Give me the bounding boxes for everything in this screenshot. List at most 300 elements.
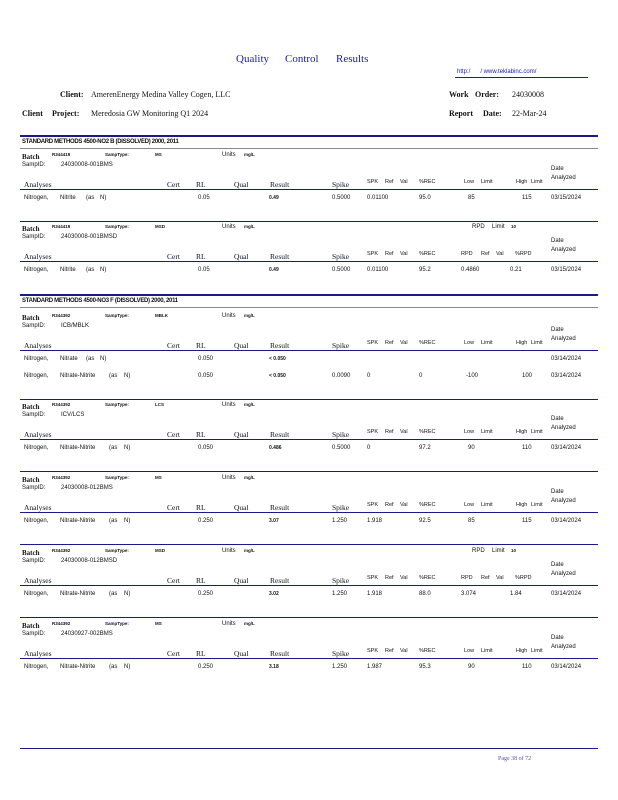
rpd-label: RPD	[472, 548, 485, 554]
analyte-name: N)	[100, 195, 107, 201]
analyte-name: Nitrogen,	[24, 195, 49, 201]
sampid-value: 24030008-012BMSD	[61, 558, 118, 564]
qual-header: Qual	[234, 576, 249, 585]
rpd-ref-header: Val	[496, 251, 504, 257]
lab-website-link[interactable]: http:/ / www.teklabinc.com/	[457, 69, 537, 75]
spk-ref-header: SPK	[367, 251, 379, 257]
low-limit-header: Limit	[481, 179, 493, 185]
analyte-name: Nitrogen,	[24, 267, 49, 273]
sampid-label: SampID:	[22, 631, 46, 637]
rpd-limit-value: 10	[511, 224, 517, 229]
cert-header: Cert	[167, 430, 180, 439]
spk-ref-header: SPK	[367, 429, 379, 435]
date-label: Date:	[483, 109, 502, 118]
high-limit-header: High	[516, 502, 528, 508]
rl-value: 0.05	[198, 195, 210, 201]
high-limit-header: Limit	[531, 502, 543, 508]
sampid-label: SampID:	[22, 412, 46, 418]
spk-ref-header: Val	[400, 429, 408, 435]
spk-ref-header: Ref	[385, 575, 394, 581]
method-title: STANDARD METHODS 4500-NO3 F (DISSOLVED) 2000, 2011	[22, 298, 178, 304]
result-header: Result	[270, 503, 290, 512]
qual-header: Qual	[234, 649, 249, 658]
header-rule	[20, 512, 598, 513]
analyte-name: Nitrogen,	[24, 664, 49, 670]
project-value: Meredosia GW Monitoring Q1 2024	[91, 109, 209, 118]
samptype-label: SampType:	[105, 152, 129, 157]
rl-value: 0.250	[198, 518, 214, 524]
low-limit-header: Low	[464, 179, 475, 185]
samptype-value: MSD	[155, 224, 165, 229]
high-limit-header: High	[516, 648, 528, 654]
result-value: < 0.050	[269, 356, 286, 362]
rec-header: %REC	[419, 502, 436, 508]
units-label: Units	[222, 475, 236, 481]
high-limit-header: Limit	[531, 340, 543, 346]
date-header: Date	[551, 489, 564, 495]
spk-ref-value: 0.01100	[367, 267, 389, 273]
block-rule	[20, 471, 598, 472]
sampid-value: 24030927-002BMS	[61, 631, 113, 637]
analyte-name: Nitrogen,	[24, 445, 49, 451]
spk-ref-header: Ref	[385, 340, 394, 346]
rpd-limit-value: 10	[511, 548, 517, 553]
high-limit-header: Limit	[531, 429, 543, 435]
spk-ref-header: Val	[400, 179, 408, 185]
method-divider	[20, 148, 598, 149]
samptype-label: SampType:	[105, 224, 129, 229]
analyte-name: (as	[109, 373, 118, 379]
rl-value: 0.050	[198, 445, 214, 451]
block-rule	[20, 399, 598, 400]
spike-header: Spike	[332, 503, 350, 512]
qual-header: Qual	[234, 503, 249, 512]
analyzed-header: Analyzed	[551, 247, 576, 253]
analyte-name: (as	[86, 356, 95, 362]
qual-header: Qual	[234, 430, 249, 439]
rpd-limit-label: Limit	[492, 224, 505, 230]
date-analyzed-value: 03/14/2024	[551, 591, 582, 597]
analyses-header: Analyses	[24, 503, 52, 512]
date-header: Date	[551, 562, 564, 568]
analyses-header: Analyses	[24, 341, 52, 350]
date-analyzed-value: 03/14/2024	[551, 664, 582, 670]
spike-header: Spike	[332, 180, 350, 189]
header-rule	[20, 585, 598, 586]
cert-header: Cert	[167, 649, 180, 658]
high-limit-value: 110	[522, 445, 532, 451]
result-value: 0.49	[269, 267, 279, 273]
method-rule	[20, 135, 598, 137]
spike-value: 1.250	[332, 664, 348, 670]
rec-header: %REC	[419, 179, 436, 185]
low-limit-value: 90	[468, 664, 475, 670]
work-order-value: 24030008	[512, 90, 544, 99]
rec-header: %REC	[419, 429, 436, 435]
spk-ref-header: Val	[400, 340, 408, 346]
spk-ref-header: SPK	[367, 340, 379, 346]
analyte-name: (as	[109, 664, 118, 670]
samptype-value: MSD	[155, 548, 165, 553]
result-header: Result	[270, 576, 290, 585]
cert-header: Cert	[167, 341, 180, 350]
rpd-pct-value: 1.84	[510, 591, 522, 597]
batch-label: Batch	[22, 225, 40, 233]
rpd-ref-header: RPD	[461, 575, 473, 581]
cert-header: Cert	[167, 252, 180, 261]
sampid-label: SampID:	[22, 162, 46, 168]
rpd-pct-value: 0.21	[510, 267, 522, 273]
low-limit-header: Limit	[481, 648, 493, 654]
batch-id: R344419	[52, 224, 71, 229]
batch-id: R344392	[52, 621, 71, 626]
result-value: < 0.050	[269, 373, 286, 379]
batch-label: Batch	[22, 403, 40, 411]
analyte-name: Nitrogen,	[24, 591, 49, 597]
rec-header: %REC	[419, 648, 436, 654]
analyzed-header: Analyzed	[551, 498, 576, 504]
analyte-name: N)	[124, 445, 131, 451]
spk-ref-header: SPK	[367, 575, 379, 581]
header-rule	[20, 189, 598, 190]
analyses-header: Analyses	[24, 649, 52, 658]
analyte-name: (as	[86, 195, 95, 201]
rl-value: 0.05	[198, 267, 210, 273]
rl-header: RL	[196, 180, 206, 189]
spk-ref-header: Ref	[385, 648, 394, 654]
samptype-label: SampType:	[105, 402, 129, 407]
result-value: 0.49	[269, 195, 279, 201]
spike-value: 1.250	[332, 591, 348, 597]
block-rule	[20, 617, 598, 618]
rl-header: RL	[196, 252, 206, 261]
low-limit-header: Low	[464, 340, 475, 346]
rec-value: 92.5	[419, 518, 431, 524]
analyses-header: Analyses	[24, 252, 52, 261]
low-limit-header: Limit	[481, 429, 493, 435]
rl-header: RL	[196, 430, 206, 439]
samptype-label: SampType:	[105, 548, 129, 553]
analyte-name: (as	[109, 445, 118, 451]
rpd-ref-header: Val	[496, 575, 504, 581]
rpd-ref-header: RPD	[461, 251, 473, 257]
method-divider	[20, 307, 598, 308]
units-value: mg/L	[244, 313, 255, 318]
analyses-header: Analyses	[24, 430, 52, 439]
result-value: 3.02	[269, 591, 279, 597]
spike-value: 0.5000	[332, 445, 351, 451]
spk-ref-value: 0	[367, 373, 371, 379]
low-limit-value: 90	[468, 445, 475, 451]
page-number: Page 38 of 72	[498, 756, 532, 762]
units-label: Units	[222, 224, 236, 230]
spk-ref-header: Ref	[385, 251, 394, 257]
spk-ref-header: Ref	[385, 429, 394, 435]
sampid-label: SampID:	[22, 485, 46, 491]
spike-header: Spike	[332, 341, 350, 350]
date-header: Date	[551, 635, 564, 641]
report-label: Report	[449, 109, 473, 118]
method-title: STANDARD METHODS 4500-NO2 B (DISSOLVED) 2000, 2011	[22, 139, 179, 145]
samptype-label: SampType:	[105, 475, 129, 480]
spk-ref-header: Val	[400, 575, 408, 581]
date-analyzed-value: 03/14/2024	[551, 518, 582, 524]
batch-id: R344392	[52, 548, 71, 553]
low-limit-header: Limit	[481, 502, 493, 508]
sampid-label: SampID:	[22, 234, 46, 240]
sampid-value: 24030008-012BMS	[61, 485, 113, 491]
spike-value: 0.0090	[332, 373, 351, 379]
rec-value: 97.2	[419, 445, 431, 451]
units-value: mg/L	[244, 152, 255, 157]
units-label: Units	[222, 548, 236, 554]
spk-ref-header: Ref	[385, 179, 394, 185]
sampid-label: SampID:	[22, 323, 46, 329]
batch-id: R344392	[52, 313, 71, 318]
rl-value: 0.050	[198, 373, 214, 379]
high-limit-header: High	[516, 429, 528, 435]
batch-id: R344392	[52, 402, 71, 407]
project-label: Project:	[52, 109, 80, 118]
qual-header: Qual	[234, 180, 249, 189]
analyzed-header: Analyzed	[551, 336, 576, 342]
rec-value: 95.2	[419, 267, 431, 273]
header-rule	[20, 350, 598, 351]
rec-header: %REC	[419, 251, 436, 257]
units-value: mg/L	[244, 548, 255, 553]
units-value: mg/L	[244, 621, 255, 626]
spk-ref-header: Val	[400, 648, 408, 654]
rpd-pct-header: %RPD	[515, 575, 532, 581]
analyses-header: Analyses	[24, 180, 52, 189]
low-limit-value: 85	[468, 195, 475, 201]
spk-ref-value: 0	[367, 445, 371, 451]
result-header: Result	[270, 341, 290, 350]
spk-ref-header: SPK	[367, 502, 379, 508]
low-limit-header: Limit	[481, 340, 493, 346]
spk-ref-value: 1.918	[367, 591, 383, 597]
cert-header: Cert	[167, 503, 180, 512]
work-label: Work	[449, 90, 469, 99]
high-limit-value: 110	[522, 664, 532, 670]
sampid-value: 24030008-001BMS	[61, 162, 113, 168]
spk-ref-header: Val	[400, 251, 408, 257]
report-date-value: 22-Mar-24	[512, 109, 547, 118]
date-header: Date	[551, 327, 564, 333]
spk-ref-value: 1.918	[367, 518, 383, 524]
rl-value: 0.250	[198, 664, 214, 670]
low-limit-value: 85	[468, 518, 475, 524]
high-limit-header: High	[516, 179, 528, 185]
rl-header: RL	[196, 649, 206, 658]
batch-label: Batch	[22, 153, 40, 161]
high-limit-header: Limit	[531, 648, 543, 654]
sampid-value: ICB/MBLK	[61, 323, 90, 329]
analyte-name: Nitrate-Nitrite	[60, 445, 96, 451]
analyte-name: (as	[109, 518, 118, 524]
batch-label: Batch	[22, 549, 40, 557]
spk-ref-value: 1.987	[367, 664, 383, 670]
batch-id: R344392	[52, 475, 71, 480]
client-value: AmerenEnergy Medina Valley Cogen, LLC	[91, 90, 231, 99]
units-label: Units	[222, 621, 236, 627]
title-word-control: Control	[285, 53, 319, 65]
result-header: Result	[270, 252, 290, 261]
high-limit-value: 115	[522, 195, 532, 201]
high-limit-header: Limit	[531, 179, 543, 185]
result-header: Result	[270, 180, 290, 189]
cert-header: Cert	[167, 576, 180, 585]
spike-header: Spike	[332, 576, 350, 585]
rl-header: RL	[196, 576, 206, 585]
analyte-name: Nitrate-Nitrite	[60, 664, 96, 670]
analyte-name: (as	[109, 591, 118, 597]
spike-value: 1.250	[332, 518, 348, 524]
units-label: Units	[222, 152, 236, 158]
rec-header: %REC	[419, 340, 436, 346]
samptype-value: MBLK	[155, 313, 168, 318]
rpd-ref-header: Ref	[481, 251, 490, 257]
high-limit-value: 100	[522, 373, 533, 379]
analyzed-header: Analyzed	[551, 175, 576, 181]
date-analyzed-value: 03/14/2024	[551, 356, 582, 362]
spk-ref-header: SPK	[367, 179, 379, 185]
analyzed-header: Analyzed	[551, 571, 576, 577]
date-header: Date	[551, 416, 564, 422]
samptype-value: MS	[155, 475, 162, 480]
analyte-name: Nitrate-Nitrite	[60, 591, 96, 597]
analyte-name: N)	[124, 664, 131, 670]
date-analyzed-value: 03/14/2024	[551, 445, 582, 451]
qual-header: Qual	[234, 252, 249, 261]
units-label: Units	[222, 313, 236, 319]
spk-ref-header: Ref	[385, 502, 394, 508]
analyte-name: Nitrogen,	[24, 373, 49, 379]
rpd-ref-value: 0.4860	[461, 267, 480, 273]
samptype-value: MS	[155, 152, 162, 157]
sampid-value: 24030008-001BMSD	[61, 234, 118, 240]
qual-header: Qual	[234, 341, 249, 350]
spike-header: Spike	[332, 649, 350, 658]
title-word-quality: Quality	[236, 53, 269, 65]
date-analyzed-value: 03/15/2024	[551, 195, 582, 201]
low-limit-header: Low	[464, 648, 475, 654]
batch-id: R344419	[52, 152, 71, 157]
units-value: mg/L	[244, 224, 255, 229]
rpd-ref-header: Ref	[481, 575, 490, 581]
analyte-name: N)	[100, 267, 107, 273]
units-value: mg/L	[244, 402, 255, 407]
batch-label: Batch	[22, 314, 40, 322]
analyses-header: Analyses	[24, 576, 52, 585]
analyte-name: Nitrogen,	[24, 356, 49, 362]
result-header: Result	[270, 430, 290, 439]
units-value: mg/L	[244, 475, 255, 480]
analyte-name: N)	[124, 373, 131, 379]
client2-label: Client	[22, 109, 43, 118]
rec-header: %REC	[419, 575, 436, 581]
analyte-name: N)	[124, 518, 131, 524]
block-rule	[20, 544, 598, 545]
low-limit-header: Low	[464, 429, 475, 435]
analyte-name: N)	[100, 356, 107, 362]
rl-value: 0.250	[198, 591, 214, 597]
cert-header: Cert	[167, 180, 180, 189]
title-word-results: Results	[336, 53, 369, 65]
header-rule	[20, 658, 598, 659]
rpd-label: RPD	[472, 224, 485, 230]
spk-ref-header: SPK	[367, 648, 379, 654]
rec-value: 0	[419, 373, 423, 379]
analyzed-header: Analyzed	[551, 644, 576, 650]
date-header: Date	[551, 238, 564, 244]
analyte-name: Nitrite	[60, 195, 76, 201]
samptype-value: MS	[155, 621, 162, 626]
high-limit-header: High	[516, 340, 528, 346]
method-rule	[20, 294, 598, 296]
rpd-pct-header: %RPD	[515, 251, 532, 257]
result-header: Result	[270, 649, 290, 658]
rpd-ref-value: 3.074	[461, 591, 477, 597]
analyzed-header: Analyzed	[551, 425, 576, 431]
rpd-limit-label: Limit	[492, 548, 505, 554]
rl-header: RL	[196, 341, 206, 350]
spk-ref-header: Val	[400, 502, 408, 508]
date-header: Date	[551, 166, 564, 172]
result-value: 3.18	[269, 664, 279, 670]
batch-label: Batch	[22, 476, 40, 484]
samptype-value: LCS	[155, 402, 164, 407]
order-label: Order:	[475, 90, 499, 99]
rec-value: 95.3	[419, 664, 431, 670]
header-rule	[20, 261, 598, 262]
sampid-value: ICV/LCS	[61, 412, 85, 418]
batch-label: Batch	[22, 622, 40, 630]
low-limit-header: Low	[464, 502, 475, 508]
result-value: 3.07	[269, 518, 279, 524]
spike-header: Spike	[332, 252, 350, 261]
high-limit-value: 115	[522, 518, 532, 524]
client-label: Client:	[60, 90, 84, 99]
block-rule	[20, 221, 598, 222]
spike-header: Spike	[332, 430, 350, 439]
rec-value: 88.0	[419, 591, 431, 597]
samptype-label: SampType:	[105, 621, 129, 626]
header-rule	[20, 439, 598, 440]
analyte-name: Nitrate	[60, 356, 78, 362]
low-limit-value: -100	[466, 373, 479, 379]
samptype-label: SampType:	[105, 313, 129, 318]
rl-value: 0.050	[198, 356, 214, 362]
analyte-name: N)	[124, 591, 131, 597]
result-value: 0.486	[269, 445, 282, 451]
spk-ref-value: 0.01100	[367, 195, 389, 201]
units-label: Units	[222, 402, 236, 408]
analyte-name: Nitrogen,	[24, 518, 49, 524]
rec-value: 95.0	[419, 195, 431, 201]
footer-rule	[20, 748, 598, 749]
spike-value: 0.5000	[332, 267, 351, 273]
link-underline	[455, 77, 588, 78]
spike-value: 0.5000	[332, 195, 351, 201]
analyte-name: Nitrate-Nitrite	[60, 518, 96, 524]
analyte-name: Nitrate-Nitrite	[60, 373, 96, 379]
sampid-label: SampID:	[22, 558, 46, 564]
analyte-name: Nitrite	[60, 267, 76, 273]
date-analyzed-value: 03/14/2024	[551, 373, 582, 379]
analyte-name: (as	[86, 267, 95, 273]
rl-header: RL	[196, 503, 206, 512]
